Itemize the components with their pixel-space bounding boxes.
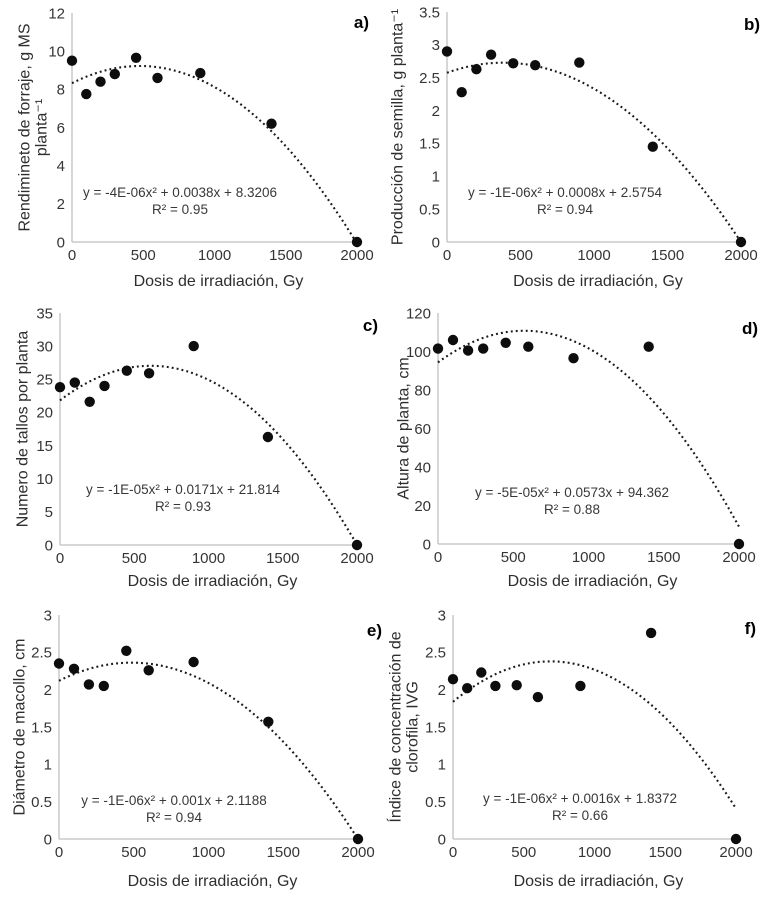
x-tick-label: 1500: [269, 247, 303, 264]
x-tick-label: 0: [433, 549, 443, 566]
y-tick-label: 1.5: [31, 719, 52, 737]
trendline: [447, 63, 741, 242]
panel-letter: a): [353, 13, 369, 32]
data-point: [476, 667, 486, 677]
y-axis-title-line: Rendimineto de forraje, g MS: [16, 23, 34, 232]
data-point: [131, 53, 141, 63]
y-tick-label: 3.5: [419, 4, 440, 22]
y-tick-label: 2: [431, 102, 440, 120]
data-point: [533, 692, 543, 702]
x-tick-label: 500: [511, 844, 537, 861]
x-tick-label: 1000: [571, 549, 606, 566]
trendline-equation: y = -1E-06x² + 0.0016x + 1.8372: [482, 791, 678, 806]
data-point: [84, 679, 94, 689]
data-point: [195, 68, 205, 78]
r-squared-value: R² = 0.88: [544, 502, 600, 517]
x-tick-label: 0: [442, 247, 452, 264]
y-tick-label: 1: [43, 756, 52, 774]
data-point: [442, 46, 452, 56]
data-point: [530, 60, 540, 70]
data-point: [81, 89, 91, 99]
y-tick-label: 80: [414, 382, 431, 400]
y-tick-label: 3: [437, 607, 446, 625]
chart-b: [385, 0, 770, 300]
x-tick-label: 0: [448, 844, 458, 861]
x-tick-label: 1000: [191, 844, 226, 861]
x-tick-label: 500: [507, 247, 534, 264]
y-tick-label: 1.5: [419, 135, 440, 153]
y-axis-title-line: Numero de tallos por planta: [14, 330, 32, 528]
x-tick-label: 2000: [340, 247, 374, 264]
x-axis-title: Dosis de irradiación, Gy: [133, 273, 304, 290]
data-point: [463, 345, 473, 355]
x-tick-label: 1000: [197, 247, 232, 264]
y-tick-label: 120: [405, 305, 431, 323]
trendline-equation: y = -5E-05x² + 0.0573x + 94.362: [474, 485, 670, 500]
r-squared-value: R² = 0.66: [552, 808, 608, 823]
y-tick-label: 0.5: [419, 201, 440, 219]
chart-d: [385, 300, 770, 600]
r-squared-value: R² = 0.94: [146, 810, 202, 825]
data-point: [433, 343, 443, 353]
y-tick-label: 5: [44, 504, 53, 522]
y-tick-label: 100: [405, 343, 431, 361]
data-point: [508, 58, 518, 68]
r-squared-value: R² = 0.93: [155, 499, 211, 514]
y-tick-label: 0.5: [31, 793, 52, 811]
y-tick-label: 0: [43, 831, 52, 849]
y-tick-label: 0: [44, 537, 53, 555]
y-tick-label: 3: [43, 607, 52, 625]
panel-c: [0, 300, 385, 600]
data-point: [54, 658, 64, 668]
data-point: [644, 342, 654, 352]
x-axis-title: Dosis de irradiación, Gy: [513, 873, 684, 890]
data-point: [188, 657, 198, 667]
data-point: [85, 397, 95, 407]
r-squared-value: R² = 0.94: [537, 202, 593, 217]
data-point: [122, 366, 132, 376]
data-point: [144, 368, 154, 378]
y-tick-label: 25: [36, 371, 53, 389]
y-tick-label: 10: [48, 43, 65, 61]
y-tick-label: 0: [422, 536, 431, 554]
y-tick-label: 2.5: [425, 644, 446, 662]
y-tick-label: 12: [48, 5, 65, 23]
y-tick-label: 35: [36, 305, 53, 323]
data-point: [110, 69, 120, 79]
data-point: [501, 338, 511, 348]
data-point: [353, 834, 363, 844]
x-tick-label: 500: [121, 550, 147, 567]
panel-e: [0, 600, 385, 897]
chart-f: [385, 600, 770, 897]
y-tick-label: 10: [36, 470, 53, 488]
y-tick-label: 0: [431, 234, 440, 252]
data-point: [490, 681, 500, 691]
data-point: [512, 680, 522, 690]
x-tick-label: 500: [500, 549, 526, 566]
x-tick-label: 2000: [341, 844, 375, 861]
y-axis-title-line: Diámetro de macollo, cm: [11, 638, 29, 816]
data-point: [648, 142, 658, 152]
x-axis-title: Dosis de irradiación, Gy: [513, 273, 683, 290]
trendline: [72, 66, 357, 242]
panel-letter: c): [362, 316, 378, 335]
x-tick-label: 1500: [266, 550, 300, 567]
data-point: [523, 342, 533, 352]
data-point: [352, 237, 362, 247]
x-axis-title: Dosis de irradiación, Gy: [127, 873, 298, 890]
x-tick-label: 2000: [719, 844, 753, 861]
y-tick-label: 40: [414, 459, 431, 477]
data-point: [263, 717, 273, 727]
x-tick-label: 1500: [647, 549, 681, 566]
y-tick-label: 4: [56, 157, 65, 175]
y-axis-title-line: planta⁻¹: [33, 98, 51, 157]
y-tick-label: 2: [56, 196, 65, 214]
chart-e: [0, 600, 385, 897]
y-tick-label: 8: [56, 81, 65, 99]
data-point: [69, 664, 79, 674]
trendline-equation: y = -4E-06x² + 0.0038x + 8.3206: [82, 185, 278, 200]
x-tick-label: 0: [67, 247, 77, 264]
y-axis-title-line: Índice de concentración de: [387, 631, 405, 823]
y-tick-label: 1.5: [425, 719, 446, 737]
panel-letter: e): [366, 621, 382, 640]
data-point: [568, 353, 578, 363]
y-tick-label: 1: [437, 756, 446, 774]
y-axis-title-line: Producción de semilla, g planta⁻¹: [389, 8, 407, 246]
x-tick-label: 500: [121, 844, 147, 861]
panel-b: [385, 0, 770, 300]
x-tick-label: 1000: [577, 844, 612, 861]
y-tick-label: 2: [43, 681, 52, 699]
data-point: [574, 57, 584, 67]
data-point: [263, 432, 273, 442]
panel-f: [385, 600, 770, 897]
data-point: [266, 119, 276, 129]
panel-letter: b): [743, 15, 760, 34]
y-tick-label: 60: [414, 420, 431, 438]
data-point: [95, 77, 105, 87]
x-tick-label: 1000: [191, 550, 226, 567]
y-tick-label: 0.5: [425, 793, 446, 811]
r-squared-value: R² = 0.95: [152, 202, 208, 217]
x-tick-label: 2000: [340, 550, 374, 567]
data-point: [67, 56, 77, 66]
data-point: [144, 665, 154, 675]
trendline-equation: y = -1E-06x² + 0.0008x + 2.5754: [467, 185, 663, 200]
panel-a: [0, 0, 385, 300]
data-point: [189, 341, 199, 351]
data-point: [448, 674, 458, 684]
x-tick-label: 0: [55, 550, 65, 567]
data-point: [734, 539, 744, 549]
y-tick-label: 2.5: [31, 644, 52, 662]
data-point: [121, 646, 131, 656]
x-tick-label: 1500: [266, 844, 300, 861]
x-axis-title: Dosis de irradiación, Gy: [507, 573, 678, 590]
y-tick-label: 20: [36, 404, 53, 422]
data-point: [99, 381, 109, 391]
chart-c: [0, 300, 385, 600]
panel-letter: f): [744, 619, 756, 638]
data-point: [471, 64, 481, 74]
panel-d: [385, 300, 770, 600]
x-tick-label: 0: [54, 844, 64, 861]
data-point: [55, 382, 65, 392]
y-tick-label: 0: [56, 234, 65, 252]
data-point: [462, 683, 472, 693]
data-point: [478, 343, 488, 353]
chart-a: [0, 0, 385, 300]
x-tick-label: 2000: [722, 549, 756, 566]
data-point: [99, 681, 109, 691]
data-point: [70, 377, 80, 387]
data-point: [448, 335, 458, 345]
data-point: [352, 540, 362, 550]
data-point: [457, 87, 467, 97]
y-axis-title-line: Altura de planta, cm: [395, 357, 413, 500]
data-point: [736, 237, 746, 247]
data-point: [646, 628, 656, 638]
data-point: [152, 73, 162, 83]
x-tick-label: 500: [130, 247, 156, 264]
trendline-equation: y = -1E-05x² + 0.0171x + 21.814: [85, 482, 281, 497]
y-tick-label: 1: [431, 168, 440, 186]
data-point: [575, 681, 585, 691]
panel-letter: d): [741, 319, 758, 338]
y-tick-label: 6: [56, 119, 65, 137]
x-tick-label: 1500: [650, 247, 685, 264]
x-tick-label: 2000: [724, 247, 758, 264]
y-tick-label: 30: [36, 338, 53, 356]
data-point: [731, 834, 741, 844]
y-tick-label: 20: [414, 497, 431, 515]
x-axis-title: Dosis de irradiación, Gy: [127, 573, 298, 590]
trendline-equation: y = -1E-06x² + 0.001x + 2.1188: [81, 793, 267, 808]
y-tick-label: 15: [36, 437, 53, 455]
x-tick-label: 1000: [577, 247, 611, 264]
data-point: [486, 50, 496, 60]
x-tick-label: 1500: [648, 844, 682, 861]
y-tick-label: 0: [437, 831, 446, 849]
trendline: [60, 366, 357, 545]
y-axis-title-line: clorofila, IVG: [404, 681, 422, 773]
y-tick-label: 3: [431, 37, 440, 55]
y-tick-label: 2.5: [419, 69, 440, 87]
y-tick-label: 2: [437, 681, 446, 699]
